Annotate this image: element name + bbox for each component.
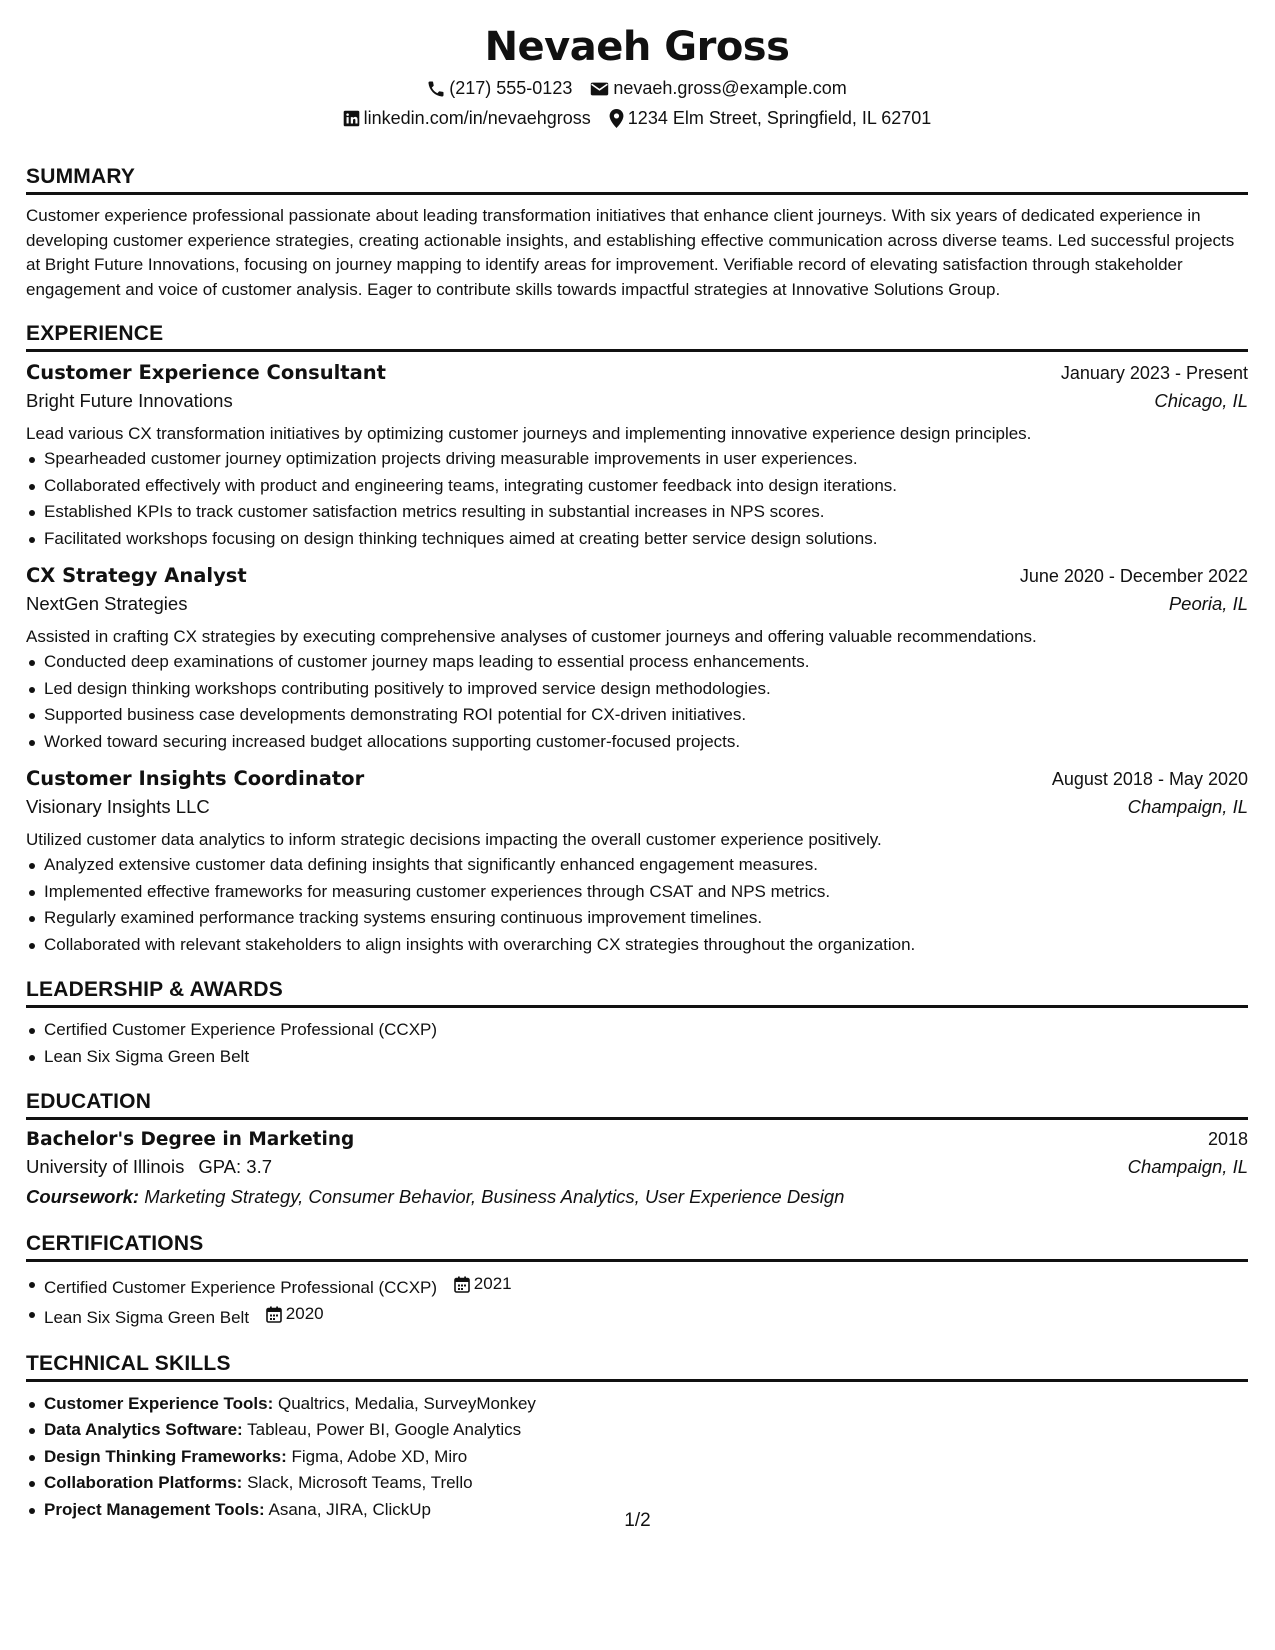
street-address: 1234 Elm Street, Springfield, IL 62701 (627, 108, 932, 128)
list-item: Conducted deep examinations of customer journey maps leading to essential process enhancements. (26, 649, 1248, 676)
skill-category: Design Thinking Frameworks: (44, 1446, 287, 1466)
certifications-heading: CERTIFICATIONS (26, 1232, 1248, 1262)
job-entry (26, 361, 1248, 552)
education-section (26, 1090, 1248, 1208)
skill-category: Project Management Tools: (44, 1499, 265, 1519)
degree-title: Bachelor's Degree in Marketing (26, 1129, 355, 1150)
job-location: Peoria, IL (1168, 593, 1248, 614)
list-item: Lean Six Sigma Green Belt (26, 1044, 1248, 1071)
list-item: Worked toward securing increased budget allocations supporting customer-focused projects. (26, 729, 1248, 756)
certification-year: 2021 (473, 1274, 512, 1293)
page-number: 1/2 (624, 1510, 651, 1531)
experience-section (26, 322, 1248, 958)
certification-name: Certified Customer Experience Professional (CCXP) (44, 1277, 438, 1297)
list-item (26, 1470, 1248, 1497)
certification-year: 2020 (285, 1304, 324, 1324)
phone-number: (217) 555-0123 (449, 78, 573, 98)
list-item: Collaborated effectively with product and engineering teams, integrating customer feedback into design iterations. (26, 473, 1248, 500)
list-item: Spearheaded customer journey optimization projects driving measurable improvements in user experiences. (26, 446, 1248, 473)
skill-category: Data Analytics Software: (44, 1420, 243, 1439)
list-item: Established KPIs to track customer satisfaction metrics resulting in substantial increases in NPS scores. (26, 499, 1248, 526)
certifications-section (26, 1232, 1248, 1332)
email-contact[interactable] (590, 78, 846, 99)
company-name: Bright Future Innovations (26, 390, 233, 411)
list-item: Regularly examined performance tracking systems ensuring continuous improvement timelines. (26, 905, 1248, 932)
envelope-icon (590, 81, 609, 97)
skill-category: Collaboration Platforms: (44, 1473, 243, 1492)
list-item (26, 1391, 1248, 1418)
job-title: CX Strategy Analyst (26, 564, 247, 587)
coursework-label: Coursework: (26, 1186, 140, 1207)
skills-section (26, 1352, 1248, 1524)
company-name: NextGen Strategies (26, 593, 188, 614)
list-item (26, 1417, 1248, 1444)
skill-category: Customer Experience Tools: (44, 1393, 274, 1413)
job-dates: June 2020 - December 2022 (1019, 566, 1248, 586)
map-pin-icon (609, 109, 624, 128)
job-description: Utilized customer data analytics to inform strategic decisions impacting the overall customer experience positively. (26, 830, 882, 849)
certifications-list (26, 1271, 1248, 1332)
summary-section (26, 165, 1248, 302)
skills-list (26, 1391, 1248, 1524)
leadership-heading: LEADERSHIP & AWARDS (26, 978, 1248, 1008)
job-location: Chicago, IL (1154, 390, 1248, 411)
linkedin-url: linkedin.com/in/nevaehgross (363, 108, 591, 128)
job-bullets (26, 852, 1248, 958)
list-item: Implemented effective frameworks for measuring customer experiences through CSAT and NPS metrics. (26, 879, 1248, 906)
list-item (26, 1301, 1248, 1331)
email-address: nevaeh.gross@example.com (613, 78, 847, 98)
list-item (26, 1271, 1248, 1301)
experience-heading: EXPERIENCE (26, 322, 1248, 352)
school-location: Champaign, IL (1127, 1156, 1248, 1177)
education-heading: EDUCATION (26, 1090, 1248, 1120)
skill-value: Slack, Microsoft Teams, Trello (247, 1473, 473, 1492)
summary-heading: SUMMARY (26, 165, 1248, 195)
contact-row-2 (26, 108, 1248, 129)
school-name: University of Illinois (26, 1156, 185, 1177)
leadership-section (26, 978, 1248, 1070)
job-bullets (26, 649, 1248, 755)
job-dates: August 2018 - May 2020 (1051, 769, 1248, 789)
job-description: Lead various CX transformation initiatives by optimizing customer journeys and implementing innovative experience design principles. (26, 424, 1032, 443)
skill-value: Figma, Adobe XD, Miro (291, 1446, 468, 1466)
gpa: GPA: 3.7 (198, 1156, 273, 1177)
job-bullets (26, 446, 1248, 552)
coursework (26, 1186, 1248, 1208)
skills-heading: TECHNICAL SKILLS (26, 1352, 1248, 1382)
job-location: Champaign, IL (1127, 796, 1248, 817)
linkedin-icon (343, 110, 360, 127)
list-item: Certified Customer Experience Professional (CCXP) (26, 1017, 1248, 1044)
resume-page (26, 0, 1248, 1523)
job-entry (26, 767, 1248, 958)
summary-text: Customer experience professional passionate about leading transformation initiatives that enhance client journeys. With six years of dedicated experience in developing customer experience strategies, creating actionable insights, and establishing effective communication across diverse teams. Led successful projects at Bright Future Innovations, focusing on journey mapping to identify areas for improvement. Verifiable record of elevating satisfaction through stakeholder engagement and voice of customer analysis. Eager to contribute skills towards impactful strategies at Innovative Solutions Group. (26, 206, 1235, 299)
list-item (26, 1444, 1248, 1471)
certification-name: Lean Six Sigma Green Belt (44, 1308, 250, 1327)
job-title: Customer Experience Consultant (26, 361, 386, 384)
job-title: Customer Insights Coordinator (26, 767, 365, 790)
list-item: Collaborated with relevant stakeholders to align insights with overarching CX strategies throughout the organization. (26, 932, 1248, 959)
list-item: Led design thinking workshops contributing positively to improved service design methodologies. (26, 676, 1248, 703)
phone-contact[interactable] (427, 78, 572, 99)
linkedin-contact[interactable] (343, 108, 591, 129)
list-item: Facilitated workshops focusing on design thinking techniques aimed at creating better service design solutions. (26, 526, 1248, 553)
job-dates: January 2023 - Present (1060, 363, 1248, 383)
leadership-list (26, 1017, 1248, 1070)
phone-icon (427, 80, 445, 98)
skill-value: Asana, JIRA, ClickUp (268, 1499, 432, 1519)
list-item: Supported business case developments demonstrating ROI potential for CX-driven initiatives. (26, 702, 1248, 729)
contact-row-1 (26, 78, 1248, 99)
calendar-icon (266, 1306, 282, 1323)
coursework-list: Marketing Strategy, Consumer Behavior, Business Analytics, User Experience Design (144, 1186, 845, 1207)
list-item: Analyzed extensive customer data defining insights that significantly enhanced engagement measures. (26, 852, 1248, 879)
address-contact (609, 108, 932, 129)
candidate-name: Nevaeh Gross (484, 24, 790, 70)
skill-value: Qualtrics, Medalia, SurveyMonkey (277, 1393, 536, 1413)
graduation-year: 2018 (1207, 1129, 1248, 1149)
company-name: Visionary Insights LLC (26, 796, 210, 817)
calendar-icon (454, 1276, 470, 1293)
job-description: Assisted in crafting CX strategies by executing comprehensive analyses of customer journeys and offering valuable recommendations. (26, 627, 1037, 646)
skill-value: Tableau, Power BI, Google Analytics (247, 1420, 522, 1439)
job-entry (26, 564, 1248, 755)
